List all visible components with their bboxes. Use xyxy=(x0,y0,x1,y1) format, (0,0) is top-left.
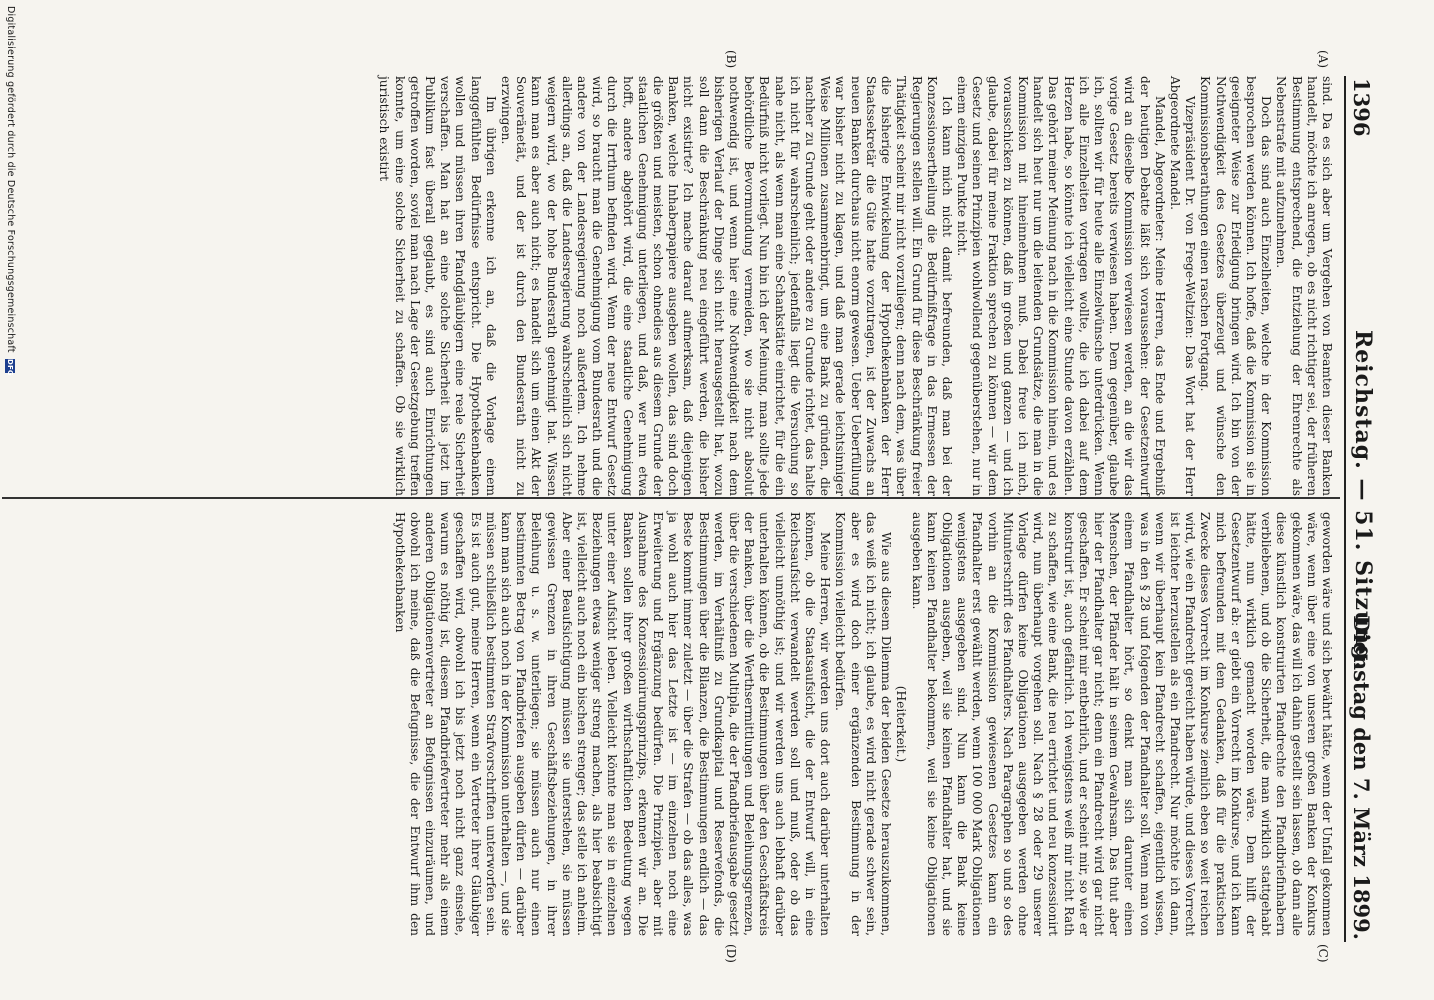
speaker-paragraph: Vizepräsident Dr. von Frege-Weltzien: Das Wort hat der Herr Abgeordnete Mandel. xyxy=(1167,76,1198,496)
paragraph: Wie aus diesem Dilemma der beiden Gesetze herauszukommen, das weiß ich nicht; ich glaube, es wird nicht gerade schwer sein, aber es wird doch einer ergänzenden Bestimmung in der Kommission vielleicht bedürfen. xyxy=(833,512,894,936)
margin-mark-b: (B) xyxy=(724,50,738,69)
speaker-paragraph: Mandel, Abgeordneter: Meine Herren, das Ende und Ergebniß der heutigen Debatte läßt sich voraussehen: der Gesetzentwurf wird an dieselbe Kommission verwiesen werden, an die wir das vorige Gesetz bereits verwiesen haben. Dem gegenüber, glaube ich, sollten wir für heute alle Einzelwünsche unterdrücken. Wenn ich alle Einzelheiten vortragen wollte, die ich dabei auf dem Herzen habe, so könnte ich vielleicht eine Stunde davon erzählen. Das gehört meiner Meinung nach in die Kommission hinein, und es handelt sich heut nur um die leitenden Grundsätze, die man in die Kommission mit hineinnehmen muß. Dabei freue ich mich, vorausschicken zu können, daß im großen und ganzen — und ich glaube, dabei für meine Fraktion sprechen zu können — wir dem Gesetz und seinen Prinzipien wohlwollend gegenüberstehen, nur in einem einzigen Punkte nicht. xyxy=(955,76,1167,496)
header-rule xyxy=(1344,76,1346,942)
paragraph: Ich kann mich nicht damit befreunden, daß man bei der Konzessionsertheilung die Bedürfnißfrage in das Ermessen der Regierungen stellen will. Ein Grund für diese Beschränkung freier Thätigkeit scheint mir nicht vorzuliegen; denn nach dem, was über die bisherige Entwickelung der Hypothekenbanken der Herr Staatssekretär die Güte hatte vorzutragen, ist der Zuwachs an neuen Banken durchaus nicht enorm gewesen. Ueber Ueberfüllung war bisher nicht zu klagen, und daß man gerade leichtsinniger Weise Millionen zusammenbringt, um eine Bank zu gründen, die nachher zu Grunde geht oder andere zu Grunde richtet, das halte ich nicht für wahrscheinlich; jedenfalls liegt die Versuchung so nahe nicht, als wenn man eine Schankstätte einrichtet, für die ein Bedürfniß nicht vorliegt. Nun bin ich der Meinung, man sollte jede behördliche Bevormundung vermeiden, wo sie nicht absolut nothwendig ist, und wenn hier eine Nothwendigkeit nach dem bisherigen Verlauf der Dinge sich nicht herausgestellt hat, wozu soll dann die Beschränkung neu eingeführt werden, die bisher nicht existirte? Ich mache darauf aufmerksam, daß diejenigen Banken, welche Inhaberpapiere ausgeben wollen, das sind doch die größten und meisten, schon ohnedies aus diesem Grunde der staatlichen Genehmigung unterliegen, und daß, wer nun etwa hofft, andere abgehört wird, die eine staatliche Genehmigung durch die Irrthum befinden wird. Wenn der neue Entwurf Gesetz wird, so braucht man die Genehmigung vom Bundesrath und die andere von der Landesregierung noch außerdem. Ich nehme allerdings an, daß die Landesregierung wahrscheinlich sich nicht weigern wird, wo der hohe Bundesrath genehmigt hat. Wissen kann man es aber auch nicht; es handelt sich um einen Akt der Souveränetät, und der ist durch den Bundesrath nicht zu erzwingen. xyxy=(499,76,954,496)
session-date: Dienstag den 7. März 1899. xyxy=(1349,615,1374,940)
paragraph: sind. Da es sich aber um Vergehen von Beamten dieser Banken handelt, möchte ich anregen, ob es nicht richtiger sei, der früheren Bestimmung entsprechend, die Entziehung der Ehrenrechte als Nebenstrafe mit aufzunehmen. xyxy=(1274,76,1334,496)
paragraph: Im übrigen erkenne ich an, daß die Vorlage einem langgefühlten Bedürfnisse entspricht. Die Hypothekenbanken wollen und müssen ihren Pfandgläubigern eine reale Sicherheit verschaffen. Man hat an eine solche Sicherheit bis jetzt im Publikum fast überall geglaubt, es sind auch Einrichtungen getroffen worden, soviel man nach Lage der Gesetzgebung treffen konnte, um eine solche Sicherheit zu schaffen. Ob sie wirklich juristisch existirt xyxy=(377,76,498,496)
paragraph: Meine Herren, wir werden uns dort auch darüber unterhalten können, ob die Staatsaufsicht, die der Entwurf will, in eine Reichsaufsicht verwandelt werden soll und muß, oder ob das vielleicht unnöthig ist; und wir werden uns auch lebhaft darüber unterhalten können, ob die Bestimmungen über den Geschäftskreis der Banken, über die Werthsermittlungen und Beleihungsgrenzen, über die verschiedenen Multipla, die der Pfandbriefausgabe gesetzt werden, im Verhältniß zu Grundkapital und Reservefonds, die Bestimmungen über die Bilanzen, die Bestimmungen endlich — das Beste kommt immer zuletzt — über die Strafen — ob das alles, was ja wohl auch hier das Letzte ist — im einzelnen noch eine Erweiterung und Ergänzung bedürfen. Die Prinzipien, aber mit Ausnahme des Konzessionirungsprinzips, erkennen wir an. Die Banken sollen ihrer großen wirthschaftlichen Bedeutung wegen unter einer Aufsicht leben. Vielleicht könnte man sie in einzelnen Beziehungen etwas weniger streng machen, als hier beabsichtigt ist, vielleicht auch noch ein bischen strenger; das stelle ich anheim. Aber einer Beaufsichtigung müssen sie unterstehen, sie müssen gewissen Grenzen in ihren Geschäftsbeziehungen, in ihrer Beleihung u. s. w. unterliegen; sie müssen auch nur einen bestimmten Betrag von Pfandbriefen ausgeben dürfen — darüber kann man sich auch noch in der Kommission unterhalten —, und sie müssen schließlich bestimmten Strafvorschriften unterworfen sein. Es ist auch gut, meine Herren, wenn ein Vertreter ihrer Gläubiger geschaffen wird, obwohl ich bis jetzt noch nicht ganz einsehe, warum es nöthig ist, diesem Pfandbriefvertreter mehr als einem anderen Obligationenvertreter an Befugnissen einzuräumen, und obwohl ich meine, daß die Befugnisse, die der Entwurf ihm den Hypothekenbanken xyxy=(392,512,833,936)
right-column xyxy=(391,512,1334,936)
column-divider xyxy=(2,497,1340,499)
dfg-logo: DFG xyxy=(6,358,15,376)
paragraph: Doch das sind auch Einzelheiten, welche in der Kommission besprochen werden können. Ich hoffe, daß die Kommission sie in geeigneter Weise zur Erledigung bringen wird. Ich bin von der Nothwendigkeit des Gesetzes überzeugt und wünsche den Kommissionsberathungen einen raschen Fortgang. xyxy=(1198,76,1274,496)
digitization-credit xyxy=(5,0,16,1000)
credit-text: Digitalisierung gefördert durch die Deutsche Forschungsgemeinschaft xyxy=(5,6,16,353)
margin-mark-d: (D) xyxy=(724,944,738,963)
page-number: 1396 xyxy=(1349,78,1374,137)
left-column xyxy=(376,76,1334,496)
page-title: Reichstag. — 51. Sitzung. xyxy=(1350,329,1376,671)
interjection: (Heiterkeit.) xyxy=(894,685,909,763)
paragraph: geworden wäre und sich bewährt hätte, wenn der Unfall gekommen wäre, wenn über eine von unseren großen Banken der Konkurs gekommen wäre, das will ich dahin gestellt sein lassen, ob dann alle diese künstlich konstruirten Pfandrechte den Pfandbriefinhabern verbliebenen, und ob die Sicherheit, die man wirklich stattgehabt hätte, nun wirklich gemacht worden wäre. Dem hilft der Gesetzentwurf ab: er giebt ein Vorrecht im Konkurse, und ich kann mich befreunden mit dem Gedanken, daß für die praktischen Zwecke dieses Vorrecht im Konkurse ziemlich eben so weit reichen wird, wie ein Pfandrecht gereicht haben würde, und dieses Vorrecht ist leichter herzustellen als ein Pfandrecht. Nur möchte ich dann, wenn wir überhaupt kein Pfandrecht schaffen, eigentlich wissen, was in den § 28 und folgenden der Pfandhalter soll. Wenn man von einem Pfandhalter hört, so denkt man sich darunter einen Menschen, der Pfänder hält in seinem Gewahrsam. Das thut aber hier der Pfandhalter gar nicht; denn ein Pfandrecht wird gar nicht geschaffen. Er scheint mir entbehrlich, und er scheint mir, so wie er konstruirt ist, auch gefährlich. Ich wenigstens weiß mir nicht Rath zu schaffen, wie eine Bank, die neu errichtet und neu konzessionirt wird, nun überhaupt vorgehen soll. Nach § 28 oder 29 unserer Vorlage dürfen keine Obligationen ausgegeben werden ohne Mitunterschrift des Pfandhalters. Nach Paragraphen so und so des vorhin an die Kommission gewiesenen Gesetzes kann ein Pfandhalter erst gewählt werden, wenn 100 000 Mark Obligationen wenigstens ausgegeben sind. Nun kann die Bank keine Obligationen ausgeben, weil sie keinen Pfandhalter hat, und sie kann keinen Pfandhalter bekommen, weil sie keine Obligationen ausgeben kann. xyxy=(909,512,1334,936)
margin-mark-c: (C) xyxy=(1316,944,1330,963)
margin-mark-a: (A) xyxy=(1316,50,1330,69)
